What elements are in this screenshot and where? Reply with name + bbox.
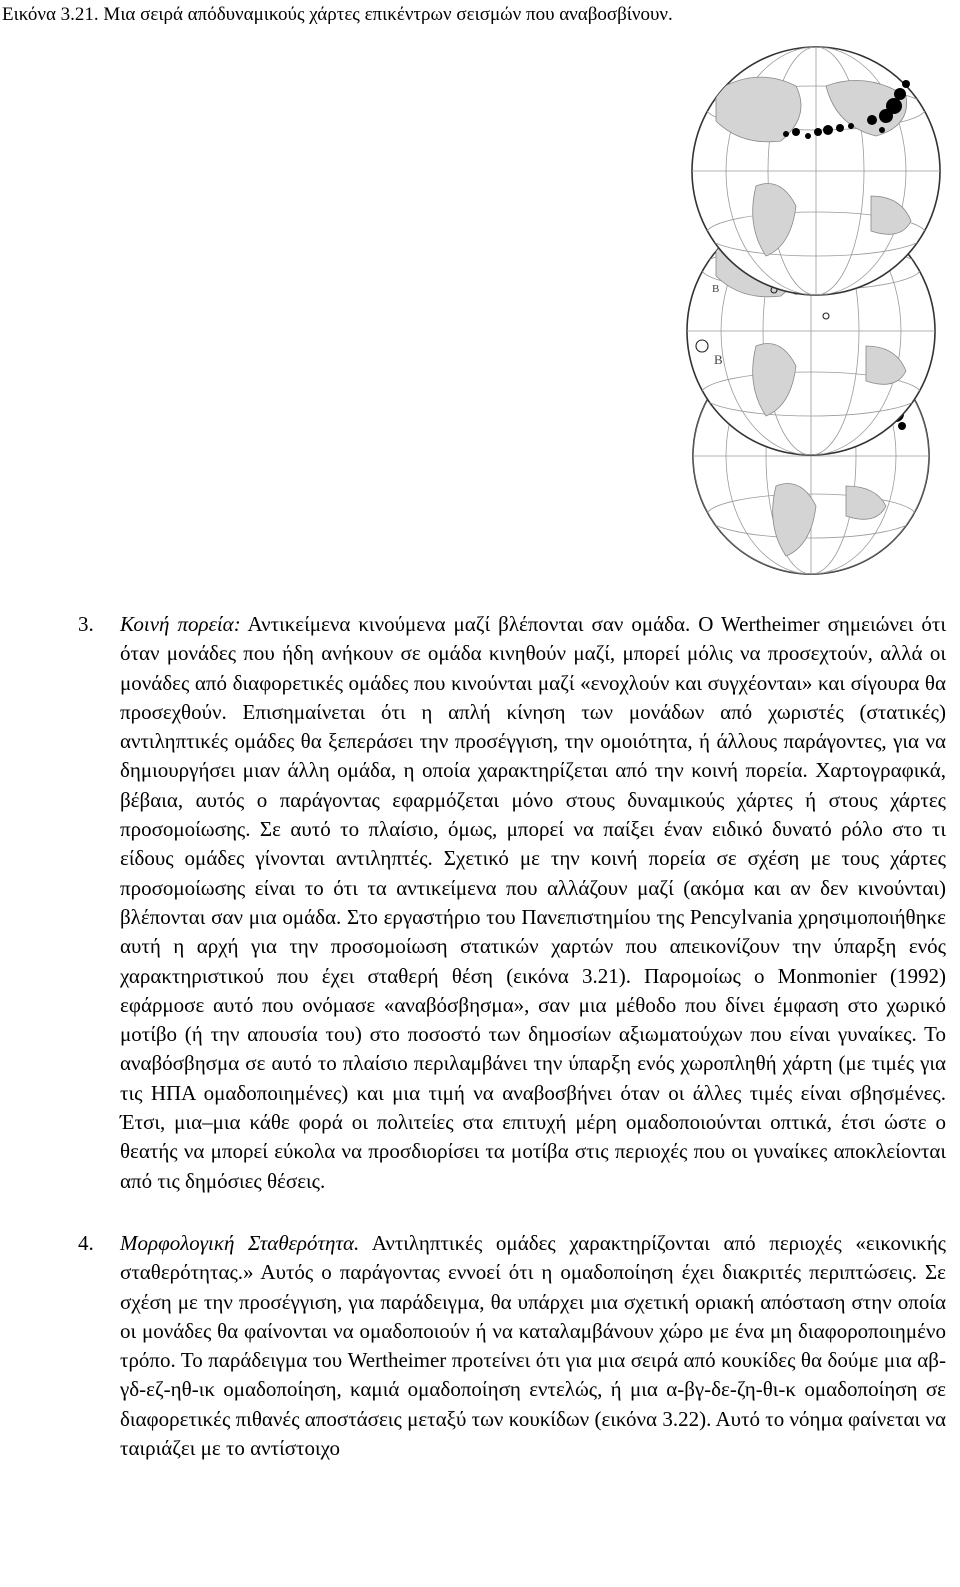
list-item-text: Αντικείμενα κινούμενα μαζί βλέπονται σαν ομάδα. O Wertheimer σημειώνει ότι όταν μονάδες που ήδη ανήκουν σε ομάδα κινηθούν μαζί, μπορεί μόλις να προσεχτούν, αλλά οι μονάδες από διαφορετικές ομάδες που κινούνται μαζί «ενοχλούν και συγχέονται» και σίγουρα θα προσεχθούν. Επισημαίνεται ότι η απλή κίνηση των μονάδων από χωριστές (στατικές) αντιληπτικές ομάδες θα ξεπεράσει την προσέγγιση, την ομοιότητα, ή άλλους παράγοντες, για να δημιουργήσει μιαν άλλη ομάδα, η οποία χαρακτηρίζεται από την κοινή πορεία. Χαρτογραφικά, βέβαια, αυτός ο παράγοντας εφαρμόζεται μόνο στους δυναμικούς χάρτες ή στους χάρτες προσομοίωσης. Σε αυτό το πλαίσιο, όμως, μπορεί να παίξει έναν ειδικό δυνατό ρόλο στο τι είδους ομάδες γίνονται αντιληπτές. Σχετικό με την κοινή πορεία σε σχέση με τους χάρτες προσομοίωσης είναι το ότι τα αντικείμενα που αλλάζουν μαζί (ακόμα και αν δεν κινούνται) βλέπονται σαν μια ομάδα. Στο εργαστήριο του Πανεπιστημίου της Pencylvania χρησιμοποιήθηκε αυτή η αρχή για την προσομοίωση στατικών χαρτών που απεικονίζουν την ύπαρξη ενός χαρακτηριστικού που έχει σταθερή θέση (εικόνα 3.21). Παρομοίως ο Monmonier (1992) εφάρμοσε αυτό που ονόμασε «αναβόσβησμα», σαν μια μέθοδο που δίνει έμφαση στο χωρικό μοτίβο (ή την απουσία του) στο ποσοστό των δημοσίων αξιωματούχων που είναι γυναίκες. Το αναβόσβησμα σε αυτό το πλαίσιο περιλαμβάνει την ύπαρξη ενός χωροπληθή χάρτη (με τιμές για τις ΗΠΑ ομαδοποιημένες) και μια τιμή να αναβοσβήνει όταν οι άλλες τιμές είναι σβησμένες. Έτσι, μια–μια κάθε φορά οι πολιτείες στα επιτυχή μέρη ομαδοποιούνται οπτικά, έτσι ώστε ο θεατής να μπορεί εύκολα να προσδιορίσει τα μοτίβα στις περιοχές που οι γυναίκες αποκλείονται από τις δημόσιες θέσεις. (120, 612, 946, 1193)
globe-label-b-1: B (714, 352, 723, 367)
list-item-number: 4. (78, 1231, 94, 1255)
list-item-label: Μορφολογική Σταθερότητα. (120, 1231, 360, 1255)
list-item-3 (78, 610, 946, 1196)
list-item-4 (78, 1229, 946, 1463)
list-item-text: Αντιληπτικές ομάδες χαρακτηρίζονται από περιοχές «εικονικής σταθερότητας.» Αυτός ο παράγοντας εννοεί ότι η ομαδοποίηση έχει διακριτές περιπτώσεις. Σε σχέση με την προσέγγιση, για παράδειγμα, θα υπάρχει μια σχετική οριακή απόσταση στην οποία οι μονάδες θα φαίνονται να ομαδοποιούν ή να καταλαμβάνουν χώρο με ένα μη διαφοροποιημένο τρόπο. Το παράδειγμα του Wertheimer προτείνει ότι για μια σειρά από κουκίδες θα δούμε μια αβ-γδ-εζ-ηθ-ικ ομαδοποίηση, καμιά ομαδοποίηση εντελώς, ή μια α-βγ-δε-ζη-θι-κ ομαδοποίηση σε διαφορετικές πιθανές αποστάσεις μεταξύ των κουκίδων (εικόνα 3.22). Αυτό το νόημα φαίνεται να ταιριάζει με το αντίστοιχο (120, 1231, 946, 1461)
globe-top (692, 47, 940, 295)
globes-illustration (636, 46, 956, 576)
figure-caption: Εικόνα 3.21. Μια σειρά απόδυναμικούς χάρτες επικέντρων σεισμών που αναβοσβίνουν. (2, 4, 673, 25)
list-item-body (78, 610, 946, 1196)
list-item-label: Κοινή πορεία: (120, 612, 241, 636)
list-item-number: 3. (78, 612, 94, 636)
globe-label-b-2: B (712, 283, 720, 295)
earthquake-globes-figure (636, 46, 956, 576)
list-item-body (78, 1229, 946, 1463)
